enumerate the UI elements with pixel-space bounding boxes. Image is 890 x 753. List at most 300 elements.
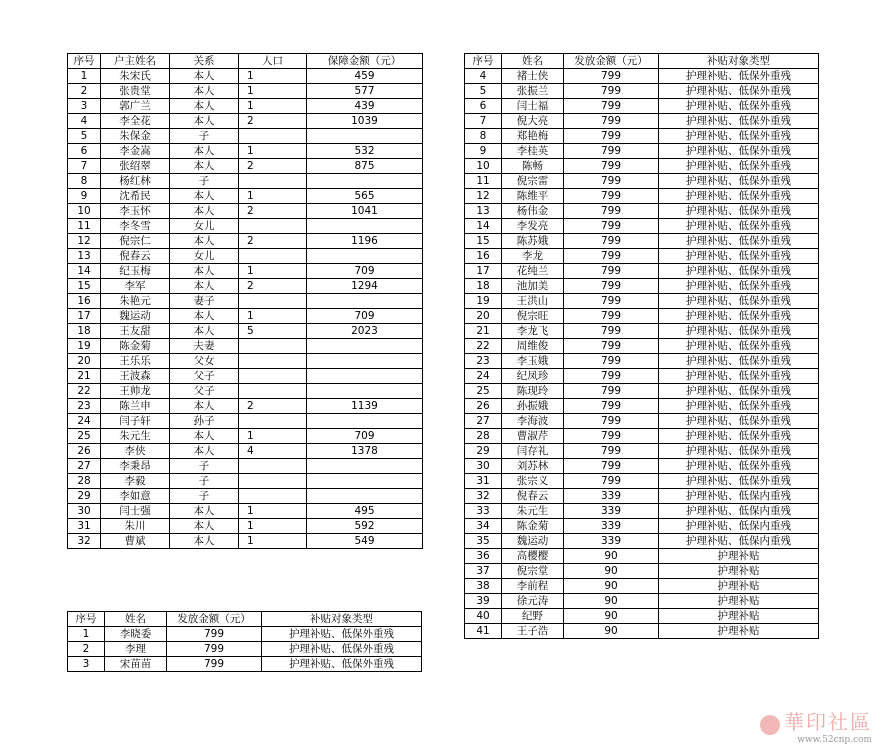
table-row [465, 189, 819, 204]
table-cell: 799 [167, 642, 262, 657]
table-cell: 799 [564, 114, 659, 129]
column-header: 保障金额（元） [307, 54, 423, 69]
table-row [465, 279, 819, 294]
table-row [68, 489, 423, 504]
table-cell: 14 [68, 264, 101, 279]
table-cell: 799 [564, 399, 659, 414]
table-cell: 李龙飞 [502, 324, 564, 339]
table-cell: 37 [465, 564, 502, 579]
table-cell: 张贵堂 [101, 84, 170, 99]
table-cell [307, 459, 423, 474]
table-cell: 本人 [170, 159, 239, 174]
table-cell: 2 [239, 234, 307, 249]
table-row [465, 294, 819, 309]
table-cell: 杨红林 [101, 174, 170, 189]
table-cell: 陈金菊 [502, 519, 564, 534]
table-cell: 李理 [105, 642, 167, 657]
table-cell: 17 [465, 264, 502, 279]
table-row [465, 144, 819, 159]
table-cell: 护理补贴、低保外重残 [659, 114, 819, 129]
table-row [68, 189, 423, 204]
table-cell: 24 [465, 369, 502, 384]
table-cell: 5 [465, 84, 502, 99]
table-cell: 1 [239, 429, 307, 444]
table-row [68, 309, 423, 324]
table-cell: 709 [307, 309, 423, 324]
table-cell: 14 [465, 219, 502, 234]
table-cell: 38 [465, 579, 502, 594]
table-cell: 2 [239, 159, 307, 174]
table-cell: 本人 [170, 399, 239, 414]
table-cell: 护理补贴、低保外重残 [659, 294, 819, 309]
table-cell: 495 [307, 504, 423, 519]
table-cell: 22 [465, 339, 502, 354]
watermark-site: www.52cnp.com [797, 735, 872, 745]
table-row [465, 309, 819, 324]
table-cell: 5 [68, 129, 101, 144]
table-row [68, 534, 423, 549]
table-cell [239, 249, 307, 264]
table-cell: 本人 [170, 144, 239, 159]
column-header: 姓名 [502, 54, 564, 69]
table-cell: 护理补贴、低保外重残 [659, 219, 819, 234]
table-cell: 陈苏娥 [502, 234, 564, 249]
table-cell: 799 [564, 144, 659, 159]
table-cell: 闫子轩 [101, 414, 170, 429]
table-cell: 倪宗旺 [502, 309, 564, 324]
table-cell: 799 [564, 459, 659, 474]
table-row [465, 414, 819, 429]
table-cell: 李晓委 [105, 627, 167, 642]
table-cell: 护理补贴、低保外重残 [262, 627, 422, 642]
table-cell: 闫士强 [101, 504, 170, 519]
table-cell: 护理补贴、低保外重残 [659, 354, 819, 369]
table-row [68, 204, 423, 219]
table-cell: 799 [564, 234, 659, 249]
table-cell: 34 [465, 519, 502, 534]
table-cell: 护理补贴、低保外重残 [659, 204, 819, 219]
table-cell: 王子浩 [502, 624, 564, 639]
table-cell: 朱宋氏 [101, 69, 170, 84]
table-cell: 父子 [170, 369, 239, 384]
table-cell [239, 129, 307, 144]
table-row [465, 99, 819, 114]
table-cell: 沈希民 [101, 189, 170, 204]
table-cell: 799 [564, 369, 659, 384]
table-cell: 陈兰申 [101, 399, 170, 414]
table-cell [239, 369, 307, 384]
table-cell: 1 [239, 189, 307, 204]
table-cell: 李侠 [101, 444, 170, 459]
table-cell: 护理补贴、低保外重残 [659, 429, 819, 444]
table-cell: 23 [465, 354, 502, 369]
table-row [465, 534, 819, 549]
table-cell: 459 [307, 69, 423, 84]
table-row [68, 114, 423, 129]
table-cell: 子 [170, 474, 239, 489]
table-cell [239, 354, 307, 369]
table-cell: 20 [465, 309, 502, 324]
table-cell: 28 [68, 474, 101, 489]
table-row [465, 84, 819, 99]
table-cell: 23 [68, 399, 101, 414]
table-cell: 本人 [170, 324, 239, 339]
table-cell: 本人 [170, 114, 239, 129]
table-cell: 1196 [307, 234, 423, 249]
column-header: 人口 [239, 54, 307, 69]
table-cell: 439 [307, 99, 423, 114]
table-cell: 3 [68, 99, 101, 114]
table-cell: 倪春云 [101, 249, 170, 264]
table-cell: 张宗义 [502, 474, 564, 489]
table-row [465, 504, 819, 519]
column-header: 关系 [170, 54, 239, 69]
table-cell: 女儿 [170, 249, 239, 264]
table-cell: 3 [68, 657, 105, 672]
table-row [68, 84, 423, 99]
table-cell: 护理补贴 [659, 609, 819, 624]
table-cell: 本人 [170, 504, 239, 519]
table-cell: 朱元生 [502, 504, 564, 519]
table-cell: 17 [68, 309, 101, 324]
table-cell: 1 [239, 309, 307, 324]
table-cell: 26 [68, 444, 101, 459]
table-cell: 799 [564, 324, 659, 339]
table-cell: 24 [68, 414, 101, 429]
table-cell: 王洪山 [502, 294, 564, 309]
table-cell [239, 489, 307, 504]
table-cell: 曹斌 [101, 534, 170, 549]
table-cell: 倪宗堂 [502, 564, 564, 579]
table-cell: 26 [465, 399, 502, 414]
table-cell: 4 [68, 114, 101, 129]
table-row [465, 609, 819, 624]
table-cell: 护理补贴、低保外重残 [659, 369, 819, 384]
table-cell: 799 [564, 204, 659, 219]
table-cell [239, 219, 307, 234]
column-header: 序号 [465, 54, 502, 69]
table-cell: 2 [239, 279, 307, 294]
table-cell: 799 [564, 264, 659, 279]
table-cell: 纪玉梅 [101, 264, 170, 279]
table-cell: 1041 [307, 204, 423, 219]
table-cell [307, 219, 423, 234]
table-cell: 子 [170, 489, 239, 504]
table-cell [239, 174, 307, 189]
table-cell: 2 [68, 642, 105, 657]
table-row [68, 474, 423, 489]
table-row [465, 399, 819, 414]
table-cell: 护理补贴、低保外重残 [659, 174, 819, 189]
table-cell: 799 [564, 339, 659, 354]
table-cell: 18 [68, 324, 101, 339]
table-row [68, 219, 423, 234]
table-cell: 李前程 [502, 579, 564, 594]
table-row [465, 594, 819, 609]
table-cell: 4 [465, 69, 502, 84]
table-cell [307, 489, 423, 504]
table-cell: 39 [465, 594, 502, 609]
table-cell: 护理补贴、低保外重残 [659, 144, 819, 159]
table-cell: 李海波 [502, 414, 564, 429]
table-cell: 护理补贴、低保外重残 [659, 384, 819, 399]
table-cell: 护理补贴、低保外重残 [659, 414, 819, 429]
table-row [68, 384, 423, 399]
table-cell: 李秉昂 [101, 459, 170, 474]
table-cell: 陈畅 [502, 159, 564, 174]
column-header: 姓名 [105, 612, 167, 627]
table-cell: 周维俊 [502, 339, 564, 354]
table-cell: 1 [239, 69, 307, 84]
table-row [465, 429, 819, 444]
table-row [465, 249, 819, 264]
table-row [465, 579, 819, 594]
table-cell: 1 [239, 144, 307, 159]
table-cell: 9 [465, 144, 502, 159]
table-cell: 1139 [307, 399, 423, 414]
table-cell [239, 474, 307, 489]
table-cell: 王帅龙 [101, 384, 170, 399]
table-cell: 592 [307, 519, 423, 534]
table-cell: 799 [564, 309, 659, 324]
table-cell: 本人 [170, 444, 239, 459]
table-row [68, 354, 423, 369]
table-cell: 陈金菊 [101, 339, 170, 354]
table-cell: 护理补贴、低保内重残 [659, 534, 819, 549]
table-cell: 18 [465, 279, 502, 294]
table-cell: 577 [307, 84, 423, 99]
table-cell: 799 [564, 279, 659, 294]
table-cell: 19 [68, 339, 101, 354]
table-cell: 护理补贴、低保外重残 [659, 234, 819, 249]
table-cell: 本人 [170, 84, 239, 99]
table-cell: 宋苗苗 [105, 657, 167, 672]
table-row [68, 234, 423, 249]
table-cell: 护理补贴、低保外重残 [262, 642, 422, 657]
table-cell: 1294 [307, 279, 423, 294]
table-cell [239, 339, 307, 354]
table-row [68, 339, 423, 354]
table-cell [307, 249, 423, 264]
table-cell [307, 369, 423, 384]
table-cell: 1 [239, 504, 307, 519]
table-cell: 565 [307, 189, 423, 204]
table-row [68, 144, 423, 159]
table-cell: 杨伟金 [502, 204, 564, 219]
table-cell: 28 [465, 429, 502, 444]
table-row [465, 564, 819, 579]
table-cell: 护理补贴、低保外重残 [659, 309, 819, 324]
table-cell: 15 [68, 279, 101, 294]
table-header-row [68, 54, 423, 69]
table-row [465, 624, 819, 639]
table-cell: 王友甜 [101, 324, 170, 339]
table-cell: 90 [564, 564, 659, 579]
table-cell: 父子 [170, 384, 239, 399]
table-cell: 护理补贴、低保外重残 [659, 159, 819, 174]
table-cell: 朱川 [101, 519, 170, 534]
table-cell: 张振兰 [502, 84, 564, 99]
table-cell: 29 [68, 489, 101, 504]
table-cell: 护理补贴 [659, 579, 819, 594]
table-cell: 30 [68, 504, 101, 519]
table-cell: 32 [465, 489, 502, 504]
table-cell: 799 [564, 384, 659, 399]
table-cell: 90 [564, 594, 659, 609]
table-cell: 25 [68, 429, 101, 444]
table-cell: 李如意 [101, 489, 170, 504]
table-row [465, 474, 819, 489]
table-row [465, 234, 819, 249]
table-cell [239, 459, 307, 474]
table-cell: 799 [564, 354, 659, 369]
table-row [68, 642, 422, 657]
table-cell [307, 414, 423, 429]
table-cell: 27 [68, 459, 101, 474]
table-cell: 799 [564, 189, 659, 204]
table-cell: 799 [167, 657, 262, 672]
table-cell: 15 [465, 234, 502, 249]
table-cell: 16 [465, 249, 502, 264]
column-header: 序号 [68, 54, 101, 69]
watermark [760, 706, 872, 745]
table-row [68, 519, 423, 534]
table-cell: 1 [68, 69, 101, 84]
table-cell: 799 [564, 129, 659, 144]
table-row [465, 489, 819, 504]
table-cell: 护理补贴、低保外重残 [659, 324, 819, 339]
table-cell: 本人 [170, 189, 239, 204]
table-cell: 纪凤珍 [502, 369, 564, 384]
table-cell: 10 [68, 204, 101, 219]
table-cell: 12 [465, 189, 502, 204]
table-cell: 90 [564, 609, 659, 624]
table-row [68, 174, 423, 189]
table-cell: 护理补贴、低保内重残 [659, 504, 819, 519]
table-cell: 本人 [170, 534, 239, 549]
table-cell: 11 [68, 219, 101, 234]
table-cell: 花纯兰 [502, 264, 564, 279]
table-cell: 41 [465, 624, 502, 639]
table-cell: 4 [239, 444, 307, 459]
table-cell: 护理补贴、低保外重残 [659, 474, 819, 489]
column-header: 户主姓名 [101, 54, 170, 69]
table-cell: 12 [68, 234, 101, 249]
table-cell: 护理补贴 [659, 594, 819, 609]
table-cell [307, 339, 423, 354]
table-cell [239, 294, 307, 309]
table-cell: 8 [465, 129, 502, 144]
table-cell: 1 [239, 534, 307, 549]
table-cell: 799 [564, 99, 659, 114]
table-row [68, 129, 423, 144]
table-cell: 799 [564, 429, 659, 444]
table-cell: 魏运动 [502, 534, 564, 549]
table-cell: 709 [307, 264, 423, 279]
table-cell: 护理补贴、低保内重残 [659, 489, 819, 504]
table-cell: 子 [170, 459, 239, 474]
table-cell: 31 [68, 519, 101, 534]
table-cell: 2 [68, 84, 101, 99]
table-cell: 朱元生 [101, 429, 170, 444]
table-cell: 8 [68, 174, 101, 189]
table-row [465, 459, 819, 474]
table-cell: 本人 [170, 519, 239, 534]
table-cell: 高樱樱 [502, 549, 564, 564]
table-row [465, 339, 819, 354]
table-row [68, 279, 423, 294]
table-cell: 本人 [170, 279, 239, 294]
table-cell: 27 [465, 414, 502, 429]
table-cell: 21 [68, 369, 101, 384]
table-cell: 799 [564, 249, 659, 264]
table-row [465, 129, 819, 144]
table-cell: 护理补贴、低保外重残 [659, 129, 819, 144]
table-cell: 李全花 [101, 114, 170, 129]
table-row [465, 354, 819, 369]
table-row [465, 549, 819, 564]
table-cell: 李冬雪 [101, 219, 170, 234]
table-row [68, 264, 423, 279]
table-cell: 护理补贴、低保外重残 [659, 69, 819, 84]
column-header: 发放金额（元） [564, 54, 659, 69]
table-cell: 纪野 [502, 609, 564, 624]
table-cell: 郭广兰 [101, 99, 170, 114]
table-header-row [68, 612, 422, 627]
table-cell: 李毅 [101, 474, 170, 489]
table-cell: 闫士福 [502, 99, 564, 114]
table-cell: 90 [564, 579, 659, 594]
table-cell: 朱保金 [101, 129, 170, 144]
table-cell: 339 [564, 489, 659, 504]
table-cell: 2023 [307, 324, 423, 339]
table-cell: 护理补贴 [659, 624, 819, 639]
subsidy-table-part2 [464, 53, 819, 639]
table-cell: 本人 [170, 264, 239, 279]
table-cell: 护理补贴 [659, 564, 819, 579]
table-cell: 90 [564, 549, 659, 564]
table-cell: 池加美 [502, 279, 564, 294]
table-cell: 本人 [170, 234, 239, 249]
table-row [68, 627, 422, 642]
table-cell: 13 [465, 204, 502, 219]
table-row [465, 264, 819, 279]
table-cell: 6 [68, 144, 101, 159]
table-cell: 20 [68, 354, 101, 369]
table-cell: 875 [307, 159, 423, 174]
table-row [465, 324, 819, 339]
column-header: 补贴对象类型 [659, 54, 819, 69]
table-cell: 刘苏林 [502, 459, 564, 474]
table-row [68, 429, 423, 444]
table-cell: 护理补贴、低保外重残 [659, 339, 819, 354]
table-cell: 子 [170, 129, 239, 144]
table-cell: 339 [564, 519, 659, 534]
table-cell: 799 [564, 174, 659, 189]
table-cell: 19 [465, 294, 502, 309]
table-cell: 1378 [307, 444, 423, 459]
table-cell: 31 [465, 474, 502, 489]
table-cell: 曹淑芹 [502, 429, 564, 444]
table-cell: 799 [564, 294, 659, 309]
table-cell: 799 [564, 159, 659, 174]
table-cell: 30 [465, 459, 502, 474]
table-cell: 李发亮 [502, 219, 564, 234]
table-cell: 2 [239, 114, 307, 129]
table-cell: 女儿 [170, 219, 239, 234]
table-cell: 护理补贴、低保外重残 [659, 444, 819, 459]
table-cell: 孙子 [170, 414, 239, 429]
